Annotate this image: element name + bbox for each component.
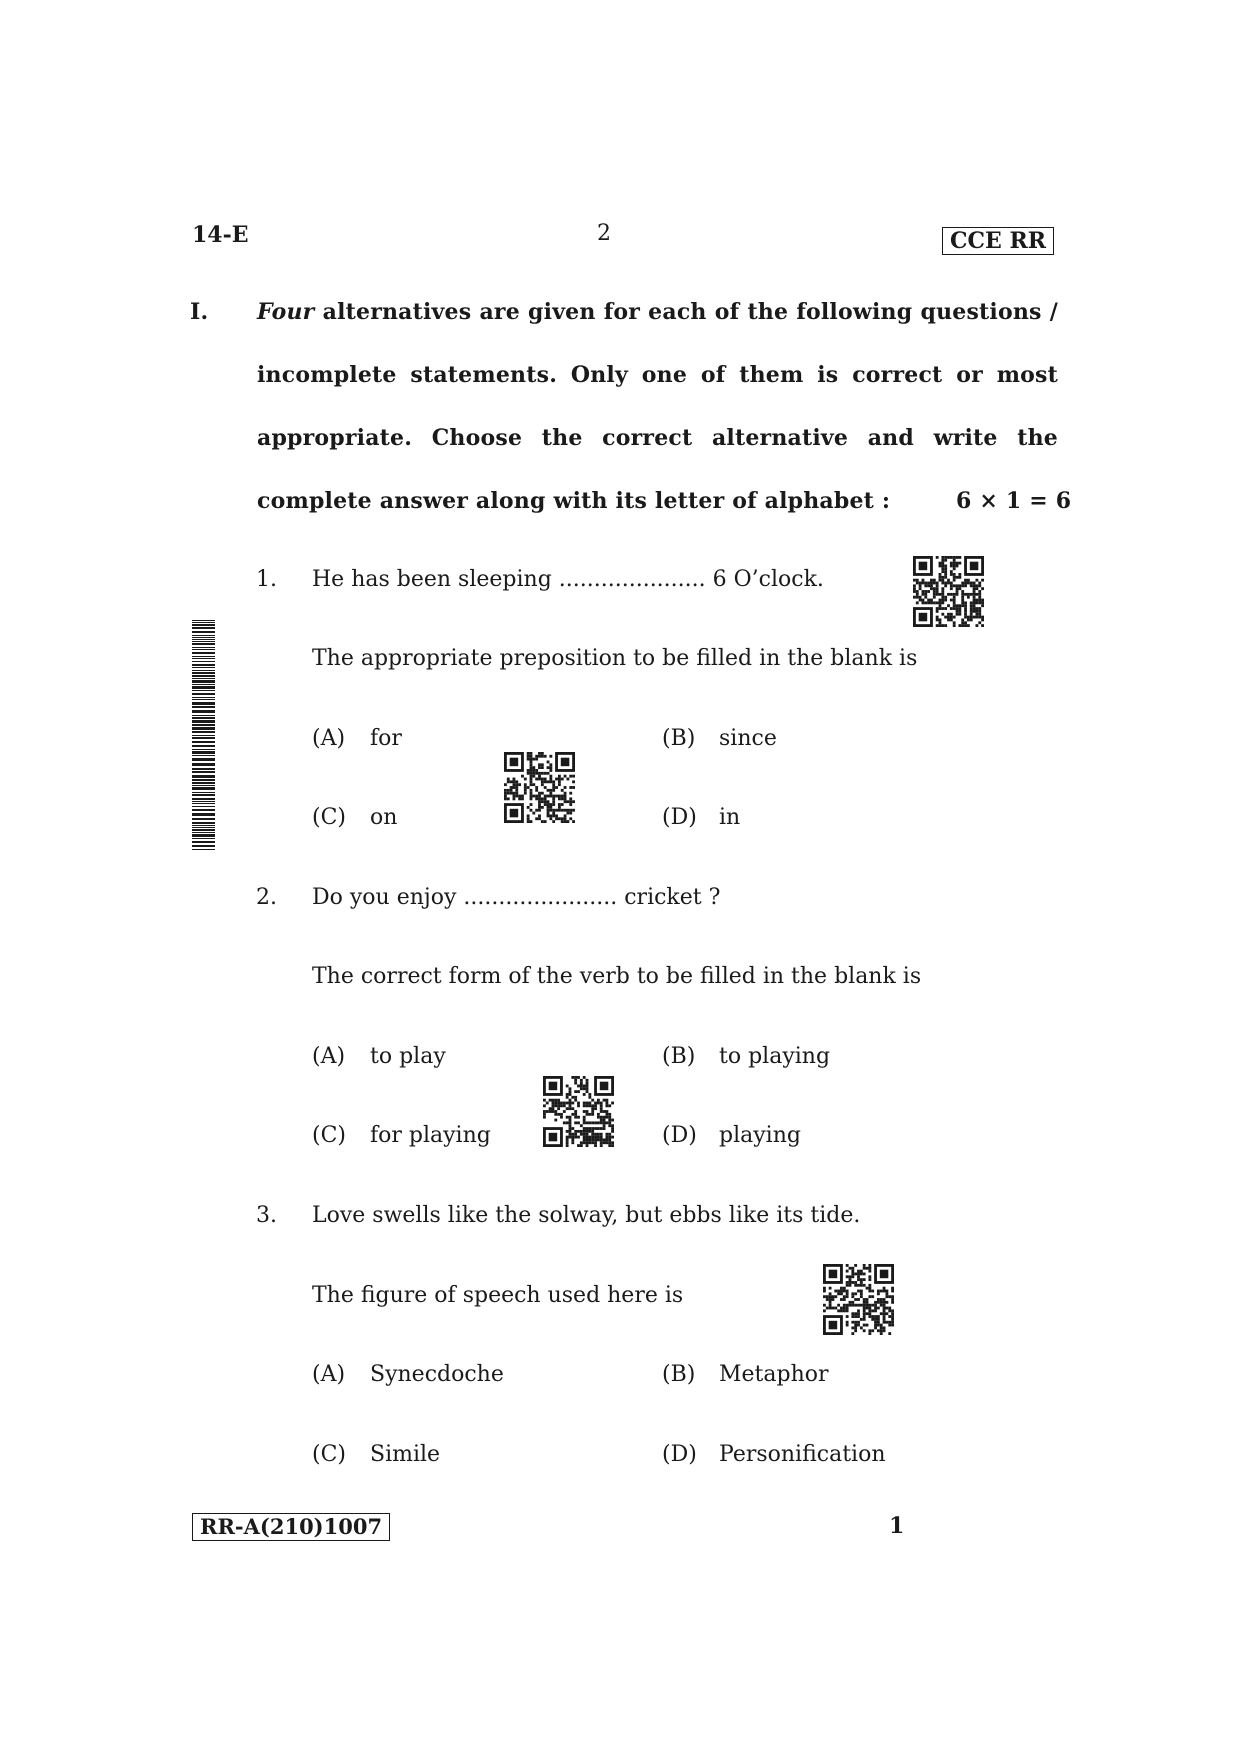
instruction-emphasis: Four	[257, 299, 315, 325]
q3-option-b-text: Metaphor	[719, 1362, 829, 1387]
marks-allocation: 6 × 1 = 6	[956, 488, 1072, 514]
q2-option-d-text: playing	[719, 1123, 801, 1148]
q3-option-d-letter: (D)	[662, 1442, 697, 1467]
q1-option-c-letter: (C)	[312, 805, 346, 830]
q2-option-c-letter: (C)	[312, 1123, 346, 1148]
instruction-line-3: appropriate. Choose the correct alternative and write the	[257, 425, 1058, 451]
qr-code-icon	[504, 752, 575, 823]
instruction-line-1	[257, 299, 1058, 325]
barcode-icon	[192, 620, 215, 850]
series-badge: CCE RR	[942, 227, 1054, 255]
question-1-prompt: The appropriate preposition to be filled in the blank is	[312, 646, 918, 671]
q3-option-b-letter: (B)	[662, 1362, 696, 1387]
qr-code-icon	[913, 556, 984, 627]
q1-option-d-text: in	[719, 805, 741, 830]
instruction-line-1-rest: alternatives are given for each of the following questions /	[314, 299, 1058, 325]
qr-code-icon	[543, 1076, 614, 1147]
qr-code-icon	[823, 1264, 894, 1335]
q3-option-c-text: Simile	[370, 1442, 441, 1467]
question-1-stem: He has been sleeping ..................... 6 O’clock.	[312, 567, 824, 592]
q1-option-b-letter: (B)	[662, 726, 696, 751]
q1-option-a-letter: (A)	[312, 726, 346, 751]
q2-option-a-text: to play	[370, 1044, 446, 1069]
q2-option-b-letter: (B)	[662, 1044, 696, 1069]
page-number: 2	[597, 221, 611, 246]
q3-option-a-letter: (A)	[312, 1362, 346, 1387]
paper-code-footer: RR-A(210)1007	[192, 1513, 390, 1541]
q1-option-a-text: for	[370, 726, 402, 751]
q2-option-a-letter: (A)	[312, 1044, 346, 1069]
sheet-number: 1	[889, 1513, 905, 1539]
q3-option-c-letter: (C)	[312, 1442, 346, 1467]
question-3-number: 3.	[256, 1203, 277, 1228]
q1-option-c-text: on	[370, 805, 398, 830]
question-2-prompt: The correct form of the verb to be filled in the blank is	[312, 964, 922, 989]
instruction-line-4: complete answer along with its letter of alphabet :	[257, 488, 891, 514]
paper-code-header: 14-E	[192, 222, 249, 248]
section-numeral: I.	[190, 299, 209, 325]
q2-option-c-text: for playing	[370, 1123, 491, 1148]
q1-option-b-text: since	[719, 726, 777, 751]
question-2-stem: Do you enjoy ...................... cricket ?	[312, 885, 721, 910]
q2-option-b-text: to playing	[719, 1044, 831, 1069]
instruction-line-2: incomplete statements. Only one of them is correct or most	[257, 362, 1058, 388]
question-3-stem: Love swells like the solway, but ebbs like its tide.	[312, 1203, 861, 1228]
question-1-number: 1.	[256, 567, 277, 592]
question-2-number: 2.	[256, 885, 277, 910]
q2-option-d-letter: (D)	[662, 1123, 697, 1148]
q3-option-d-text: Personification	[719, 1442, 886, 1467]
q3-option-a-text: Synecdoche	[370, 1362, 504, 1387]
question-3-prompt: The figure of speech used here is	[312, 1283, 684, 1308]
q1-option-d-letter: (D)	[662, 805, 697, 830]
